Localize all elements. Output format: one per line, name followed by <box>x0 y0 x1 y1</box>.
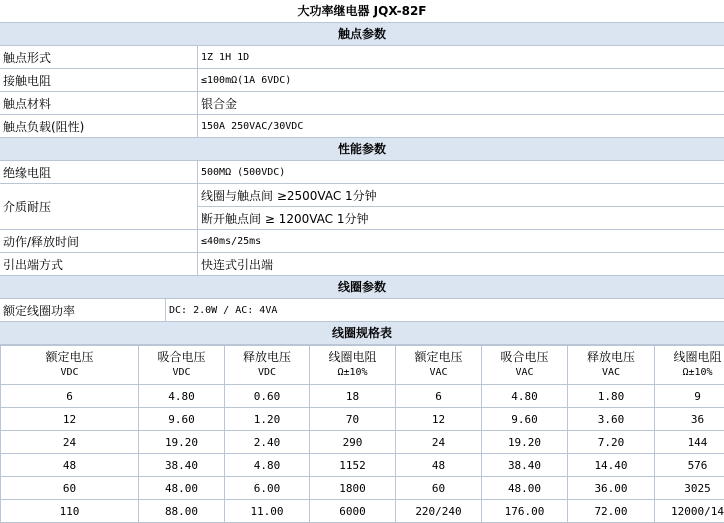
row-label: 绝缘电阻 <box>0 161 198 183</box>
header-cell <box>655 346 724 385</box>
header-unit: VAC <box>429 367 448 378</box>
header-unit: VDC <box>60 367 79 378</box>
header-cell <box>396 346 482 385</box>
header-cell <box>225 346 310 385</box>
table-cell: 1.20 <box>225 408 310 431</box>
table-cell: 1.80 <box>568 385 655 408</box>
table-cell: 36 <box>655 408 724 431</box>
perf-row-timing <box>0 230 724 253</box>
header-name: 线圈电阻 <box>673 350 722 364</box>
section-coil-header: 线圈参数 <box>0 276 724 299</box>
header-unit: Ω±10% <box>682 367 713 378</box>
table-cell: 36.00 <box>568 477 655 500</box>
table-cell: 220/240 <box>396 500 482 523</box>
table-cell: 12 <box>1 408 139 431</box>
table-cell: 1800 <box>310 477 396 500</box>
table-cell: 19.20 <box>139 431 225 454</box>
table-row <box>1 500 724 523</box>
header-unit: VDC <box>172 367 191 378</box>
table-cell: 6 <box>396 385 482 408</box>
row-label: 额定线圈功率 <box>0 299 166 321</box>
header-name: 释放电压 <box>586 350 635 364</box>
row-value: 150A 250VAC/30VDC <box>201 120 304 132</box>
row-label: 引出端方式 <box>0 253 198 275</box>
row-value-group <box>198 184 724 229</box>
row-label: 触点负载(阻性) <box>0 115 198 137</box>
row-label: 触点形式 <box>0 46 198 68</box>
table-cell: 24 <box>396 431 482 454</box>
row-value: 断开触点间 ≥ 1200VAC 1分钟 <box>198 206 724 229</box>
contact-row-form <box>0 46 724 69</box>
table-cell: 4.80 <box>482 385 568 408</box>
header-name: 吸合电压 <box>500 350 549 364</box>
perf-row-dielectric <box>0 184 724 230</box>
header-unit: VAC <box>515 367 534 378</box>
table-cell: 48 <box>1 454 139 477</box>
table-cell: 60 <box>1 477 139 500</box>
table-cell: 70 <box>310 408 396 431</box>
table-cell: 11.00 <box>225 500 310 523</box>
contact-row-resistance <box>0 69 724 92</box>
table-cell: 7.20 <box>568 431 655 454</box>
header-name: 额定电压 <box>414 350 463 364</box>
row-label: 接触电阻 <box>0 69 198 91</box>
header-cell <box>568 346 655 385</box>
table-cell: 9.60 <box>482 408 568 431</box>
table-cell: 144 <box>655 431 724 454</box>
table-cell: 576 <box>655 454 724 477</box>
table-cell: 3025 <box>655 477 724 500</box>
table-row <box>1 385 724 408</box>
perf-row-insulation <box>0 161 724 184</box>
header-name: 线圈电阻 <box>328 350 377 364</box>
table-cell: 14.40 <box>568 454 655 477</box>
row-value: 1Z 1H 1D <box>201 51 250 63</box>
row-value: 银合金 <box>201 96 238 111</box>
row-label: 触点材料 <box>0 92 198 114</box>
table-cell: 18 <box>310 385 396 408</box>
header-cell <box>139 346 225 385</box>
row-value: ≤100mΩ(1A 6VDC) <box>201 74 292 86</box>
row-value: 500MΩ (500VDC) <box>201 166 286 178</box>
table-cell: 12000/14 <box>655 500 724 523</box>
table-cell: 19.20 <box>482 431 568 454</box>
table-cell: 6 <box>1 385 139 408</box>
header-name: 释放电压 <box>242 350 291 364</box>
table-cell: 6.00 <box>225 477 310 500</box>
section-performance-header: 性能参数 <box>0 138 724 161</box>
coil-spec-table <box>0 345 724 523</box>
perf-row-terminal <box>0 253 724 276</box>
table-row <box>1 477 724 500</box>
section-spec-header: 线圈规格表 <box>0 322 724 345</box>
header-cell <box>1 346 139 385</box>
header-cell <box>310 346 396 385</box>
table-cell: 60 <box>396 477 482 500</box>
table-cell: 0.60 <box>225 385 310 408</box>
table-cell: 6000 <box>310 500 396 523</box>
header-unit: Ω±10% <box>337 367 368 378</box>
table-cell: 2.40 <box>225 431 310 454</box>
table-cell: 110 <box>1 500 139 523</box>
table-cell: 24 <box>1 431 139 454</box>
table-cell: 12 <box>396 408 482 431</box>
table-cell: 176.00 <box>482 500 568 523</box>
contact-row-load <box>0 115 724 138</box>
table-row <box>1 431 724 454</box>
table-row <box>1 454 724 477</box>
row-label: 介质耐压 <box>0 184 198 229</box>
table-cell: 38.40 <box>482 454 568 477</box>
table-cell: 1152 <box>310 454 396 477</box>
table-body <box>1 385 724 523</box>
row-value: 线圈与触点间 ≥2500VAC 1分钟 <box>201 188 377 203</box>
section-contact-header: 触点参数 <box>0 23 724 46</box>
header-name: 额定电压 <box>45 350 94 364</box>
table-cell: 48 <box>396 454 482 477</box>
table-row <box>1 408 724 431</box>
table-cell: 88.00 <box>139 500 225 523</box>
table-cell: 290 <box>310 431 396 454</box>
header-unit: VDC <box>257 367 277 378</box>
page-title: 大功率继电器 JQX-82F <box>0 0 724 23</box>
table-cell: 48.00 <box>139 477 225 500</box>
table-cell: 9 <box>655 385 724 408</box>
table-cell: 38.40 <box>139 454 225 477</box>
table-cell: 4.80 <box>225 454 310 477</box>
coil-row-power <box>0 299 724 322</box>
row-value: DC: 2.0W / AC: 4VA <box>169 304 278 316</box>
header-unit: VAC <box>601 367 621 378</box>
table-header-row <box>1 346 724 385</box>
table-cell: 48.00 <box>482 477 568 500</box>
header-name: 吸合电压 <box>157 350 206 364</box>
row-value: ≤40ms/25ms <box>201 235 262 247</box>
row-value: 快连式引出端 <box>201 257 274 272</box>
table-cell: 4.80 <box>139 385 225 408</box>
header-cell <box>482 346 568 385</box>
row-label: 动作/释放时间 <box>0 230 198 252</box>
table-cell: 3.60 <box>568 408 655 431</box>
contact-row-material <box>0 92 724 115</box>
table-cell: 72.00 <box>568 500 655 523</box>
table-cell: 9.60 <box>139 408 225 431</box>
